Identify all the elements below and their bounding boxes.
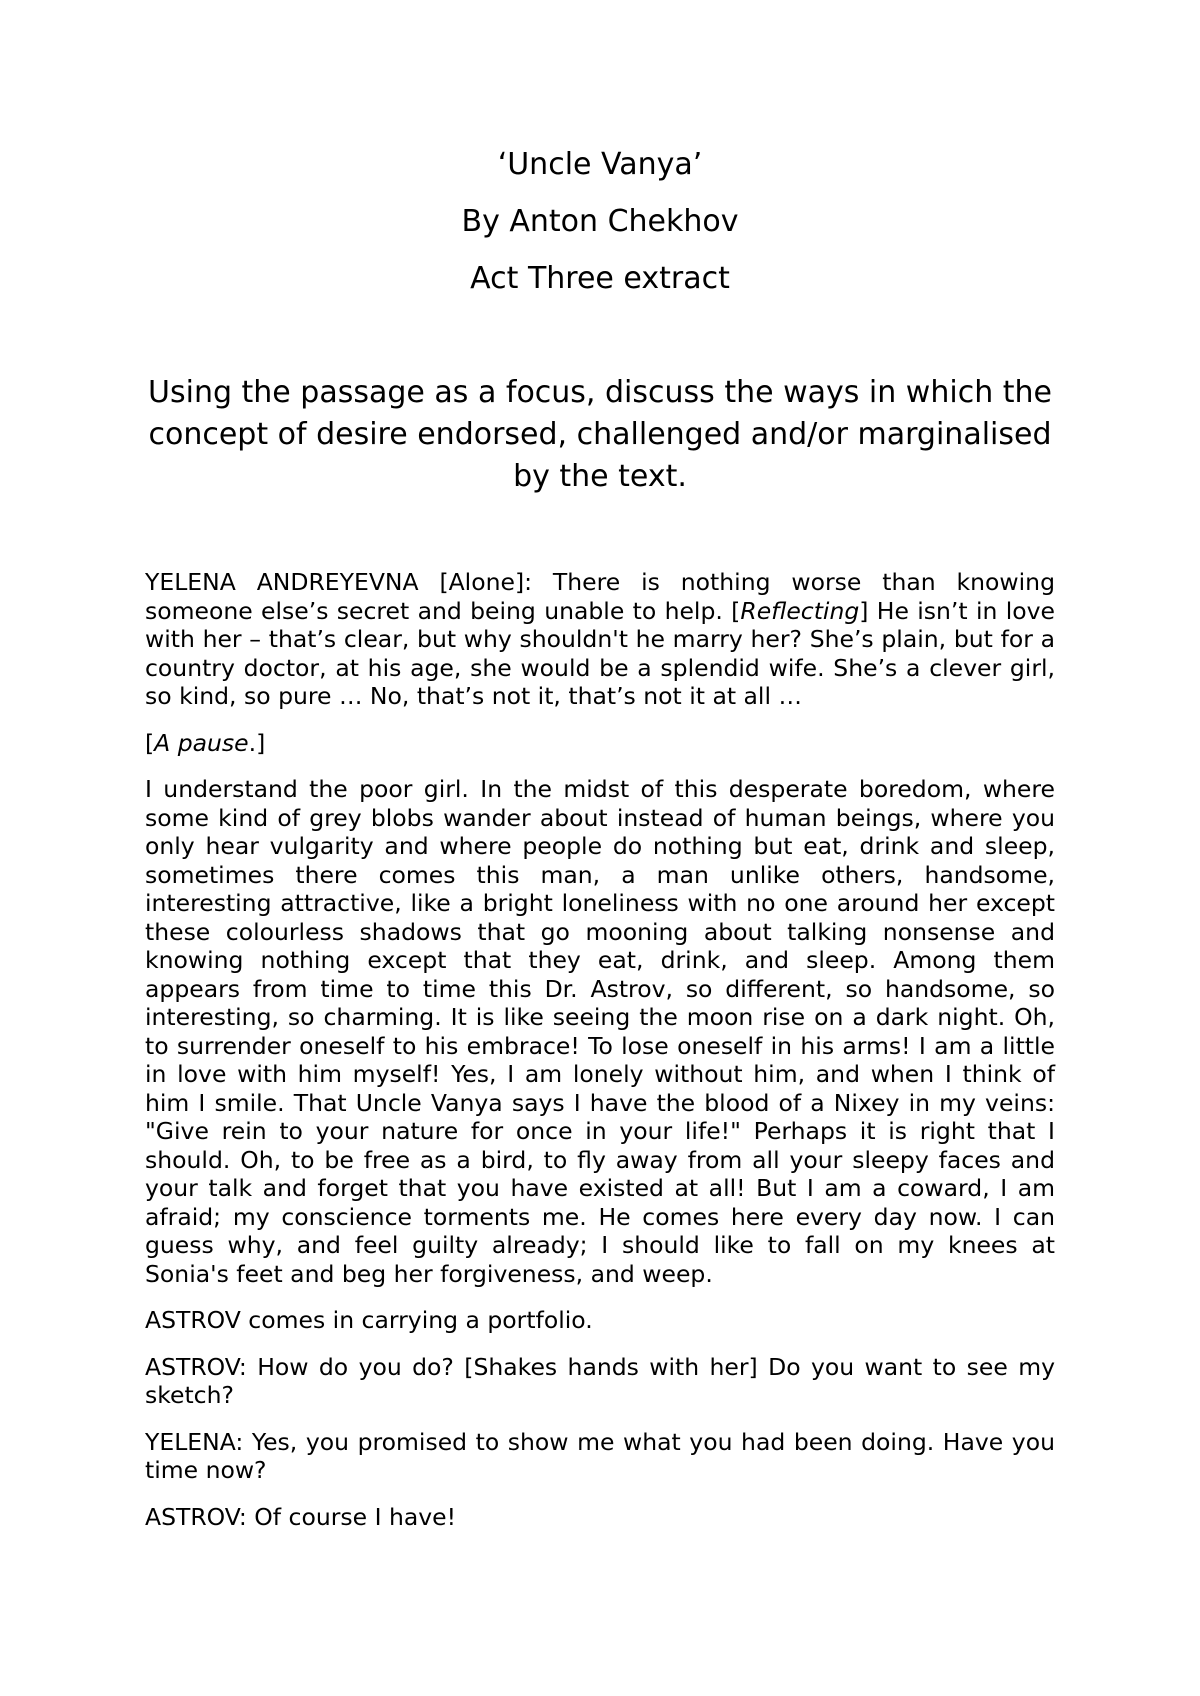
passage-paragraph-3: I understand the poor girl. In the midst of this desperate boredom, where some kind of grey blobs wander about instead of human beings, where you only hear vulgarity and where people do nothing but eat, drink and sleep, sometimes there comes this man, a man unlike others, handsome, interesting attractive, like a bright loneliness with no one around her except these colourless shadows that go mooning about talking nonsense and knowing nothing except that they eat, drink, and sleep. Among them appears from time to time this Dr. Astrov, so different, so handsome, so interesting, so charming. It is like seeing the moon rise on a dark night. Oh, to surrender oneself to his embrace! To lose oneself in his arms! I am a little in love with him myself! Yes, I am lonely without him, and when I think of him I smile. That Uncle Vanya says I have the blood of a Nixey in my veins: "Give rein to your nature for once in your life!" Perhaps it is right that I should. Oh, to be free as a bird, to fly away from all your sleepy faces and your talk and forget that you have existed at all! But I am a coward, I am afraid; my conscience torments me. He comes here every day now. I can guess why, and feel guilty already; I should like to fall on my knees at Sonia's feet and beg her forgiveness, and weep. xyxy=(145,775,1055,1288)
pause-text: A pause xyxy=(154,728,249,757)
stage-direction-pause xyxy=(145,729,1055,758)
play-title: ‘Uncle Vanya’ xyxy=(497,147,703,182)
passage-paragraph-6: YELENA: Yes, you promised to show me what you had been doing. Have you time now? xyxy=(145,1427,1055,1484)
author-line: By Anton Chekhov xyxy=(461,204,739,239)
pause-open-bracket: [ xyxy=(145,728,155,757)
essay-question: Using the passage as a focus, discuss the ways in which the concept of desire endorsed, challenged and/or marginalised by the text. xyxy=(148,375,1052,494)
pause-close-bracket: .] xyxy=(248,728,266,757)
passage xyxy=(145,568,1055,1549)
passage-paragraph-1-text-b: ] He isn’t in love with her – that’s clear, but why shouldn't he marry her? She’s plain, but for a country doctor, at his age, she would be a splendid wife. She’s a clever girl, so kind, so pure … No, that’s not it, that’s not it at all … xyxy=(145,596,1055,710)
stage-direction-reflecting: Reflecting xyxy=(740,596,860,625)
passage-paragraph-5: ASTROV: How do you do? [Shakes hands with her] Do you want to see my sketch? xyxy=(145,1352,1055,1409)
passage-paragraph-7: ASTROV: Of course I have! xyxy=(145,1502,457,1531)
passage-paragraph-1-text-a: YELENA ANDREYEVNA [Alone]: There is nothing worse than knowing someone else’s secret and being unable to help. [ xyxy=(145,568,1055,625)
extract-label: Act Three extract xyxy=(470,261,730,296)
passage-paragraph-1 xyxy=(145,568,1055,711)
passage-paragraph-4: ASTROV comes in carrying a portfolio. xyxy=(145,1306,593,1334)
